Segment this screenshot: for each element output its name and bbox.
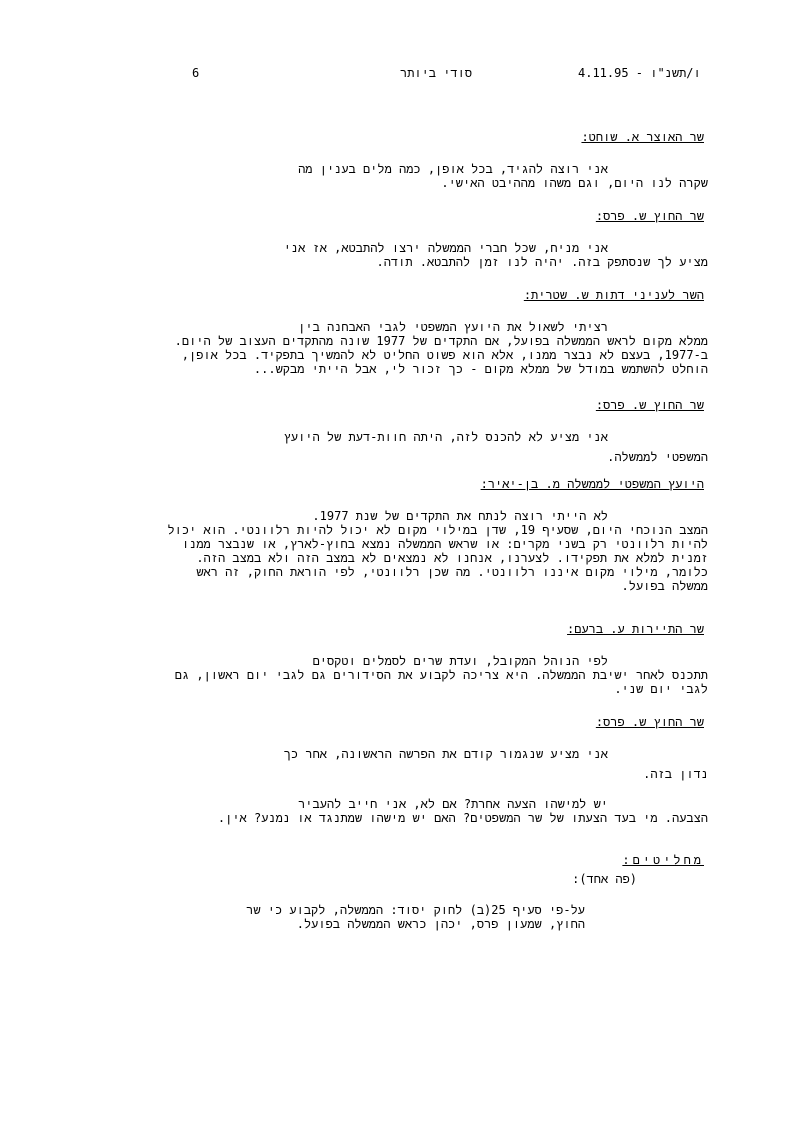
- speech-line: ב-1977, בעצם לא נבצר ממנו, אלא הוא פשוט החליט לא להמשיך בתפקיד. בכל אופן,: [181, 348, 708, 362]
- speech-line: ממלא מקום לראש הממשלה בפועל, אם התקדים של 1977 שונה מהתקדים העצוב של היום.: [174, 334, 708, 348]
- speech-line: אני מציע לא להכנס לזה, היתה חוות-דעת של היועץ: [283, 430, 608, 444]
- speech-paragraph: [298, 162, 708, 190]
- speech-line: כלומר, מילוי מקום איננו רלוונטי. מה שכן רלוונטי, לפי הוראת החוק, זה ראש: [196, 565, 708, 579]
- speech-paragraph: [167, 509, 708, 593]
- speech-line: תתכנס לאחר ישיבת הממשלה. היא צריכה לקבוע את הסידורים גם לגבי יום ראשון, גם: [174, 668, 708, 682]
- decision-vote-note: (פה אחד):: [572, 872, 637, 886]
- speech-line: לגבי יום שני.: [614, 682, 708, 696]
- speech-line: הוחלט להשתמש במודל של ממלא מקום - כך זכור לי, אבל הייתי מבקש...: [253, 362, 708, 376]
- classification-label: סודי ביותר: [400, 66, 473, 80]
- resolution-line: החוץ, שמעון פרס, יכהן כראש הממשלה בפועל.: [296, 917, 585, 931]
- speech-paragraph: [284, 241, 708, 269]
- speech-line: נדון בזה.: [643, 767, 708, 781]
- speech-line: הצבעה. מי בעד הצעתו של שר המשפטים? האם יש מישהו שמתנגד או נמנע? אין.: [217, 811, 708, 825]
- speaker-heading: היועץ המשפטי לממשלה מ. בן-יאיר:: [480, 477, 704, 491]
- speech-line: לא הייתי רוצה לנתח את התקדים של שנת 1977.: [312, 509, 608, 523]
- speech-line: יש למישהו הצעה אחרת? אם לא, אני חייב להעביר: [298, 797, 608, 811]
- speaker-heading: שר התיירות ע. ברעם:: [567, 622, 704, 636]
- speech-paragraph: [284, 747, 708, 781]
- speech-line: אני רוצה להגיד, בכל אופן, כמה מלים בענין מה: [298, 162, 608, 176]
- speech-line: שקרה לנו היום, וגם משהו מההיבט האישי.: [441, 176, 708, 190]
- speech-line: המשפטי לממשלה.: [607, 450, 708, 464]
- page-number: 6: [192, 66, 200, 80]
- speaker-heading: שר החוץ ש. פרס:: [595, 398, 704, 412]
- speech-line: המצב הנוכחי היום, שסעיף 19, שדן במילוי מקום לא יכול להיות רלוונטי. הוא יכול: [167, 523, 708, 537]
- speech-line: מציע לך שנסתפק בזה. יהיה לנו זמן להתבטא. תודה.: [376, 255, 708, 269]
- speaker-heading: השר לעניני דתות ש. שטרית:: [523, 288, 704, 302]
- speech-paragraph: [175, 320, 708, 376]
- document-date: 4.11.95 - ו/תשנ"ו: [578, 66, 701, 80]
- speech-line: רציתי לשאול את היועץ המשפטי לגבי האבחנה בין: [298, 320, 608, 334]
- speech-paragraph: [175, 654, 708, 696]
- decision-resolution: [246, 903, 585, 931]
- speech-paragraph: [218, 797, 708, 825]
- speech-line: אני מניח, שכל חברי הממשלה ירצו להתבטא, אז אני: [283, 241, 608, 255]
- speech-line: זמנית למלא את תפקידו. לצערנו, אנחנו לא נמצאים לא במצב הזה ולא במצב הזה.: [196, 551, 708, 565]
- speech-line: לפי הנוהל המקובל, ועדת שרים לסמלים וטקסים: [312, 654, 608, 668]
- speech-line: אני מציע שנגמור קודם את הפרשה הראשונה, אחר כך: [283, 747, 608, 761]
- speaker-heading: שר החוץ ש. פרס:: [595, 715, 704, 729]
- speech-line: להיות רלוונטי רק בשני מקרים: או שראש הממשלה נמצא בחוץ-לארץ, או שנבצר ממנו: [181, 537, 708, 551]
- resolution-line: על-פי סעיף 25(ב) לחוק יסוד: הממשלה, לקבוע כי שר: [246, 903, 585, 917]
- speaker-heading: שר החוץ ש. פרס:: [595, 209, 704, 223]
- decision-heading: מחליטים:: [622, 853, 704, 867]
- speech-paragraph: [284, 430, 708, 464]
- speaker-heading: שר האוצר א. שוחט:: [581, 130, 704, 144]
- speech-line: ממשלה בפועל.: [621, 579, 708, 593]
